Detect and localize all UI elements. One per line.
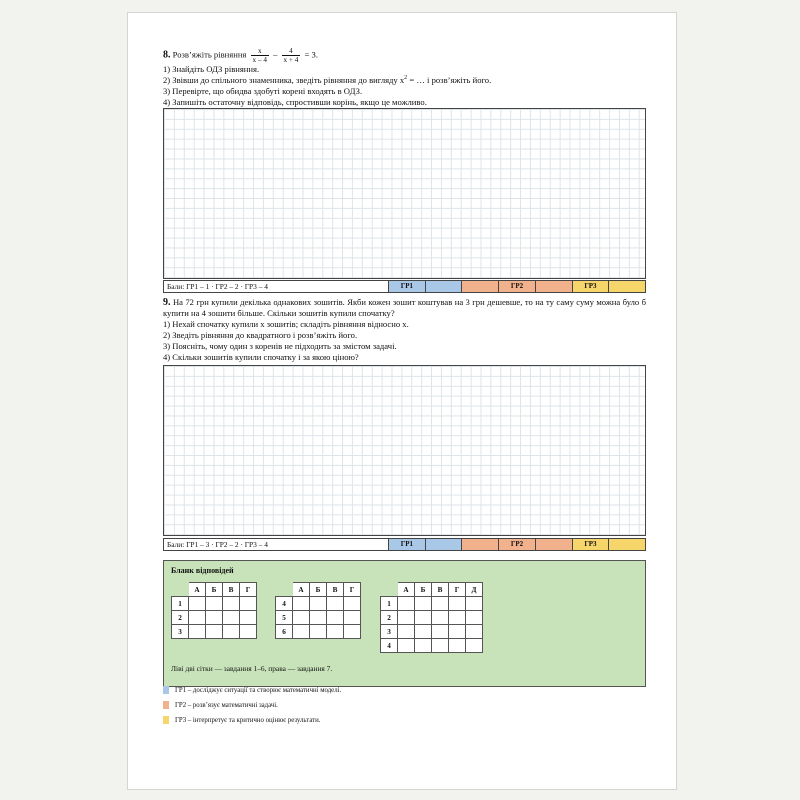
legend-item-gr1 [163,686,341,694]
table-row [276,597,361,611]
legend-item-gr2 [163,701,278,709]
table-row [172,611,257,625]
score-cell[interactable] [462,539,499,550]
table-row [276,625,361,639]
legend-swatch [163,686,169,694]
score-label: Бали: ГР1 – 3 · ГР2 – 2 · ГР3 – 4 [164,539,389,550]
answer-cell[interactable] [189,625,206,639]
answer-cell[interactable] [466,597,483,611]
answer-cell[interactable] [310,597,327,611]
score-cell[interactable] [536,281,573,292]
answer-cell[interactable] [293,625,310,639]
equals-part: = 3. [304,49,318,60]
answer-cell[interactable] [432,611,449,625]
fraction-1: $\frac{x}{x - 4}$ [252,47,267,64]
table-row [381,639,483,653]
answer-cell[interactable] [466,611,483,625]
step-2: 2) Зведіть рівняння до квадратного і розв’яжіть його. [163,330,358,340]
answer-cell[interactable] [432,597,449,611]
answer-cell[interactable] [223,597,240,611]
table-header-row [276,583,361,597]
score-cell[interactable] [536,539,573,550]
task-text: На 72 грн купили декілька однакових зошитів. Якби кожен зошит коштував на 3 грн дешевше, то на ту саму суму можна було б купити на 4 зошити більше. Скільки зошитів купили спочатку? [163,297,646,318]
row-number: 6 [276,625,293,639]
answer-cell[interactable] [449,625,466,639]
step-2: 2) Звівши до спільного знаменника, зведіть рівняння до вигляду $x^2$ = … і розв’яжіть його. [163,75,492,85]
column-header: Б [310,583,327,597]
answer-cell[interactable] [327,611,344,625]
table-row [381,625,483,639]
row-number: 1 [172,597,189,611]
table-row [172,597,257,611]
task-9-statement [163,297,646,319]
score-cell[interactable] [462,281,499,292]
table-row [381,597,483,611]
answer-cell[interactable] [240,625,257,639]
task-8 [163,47,646,108]
row-number: 4 [381,639,398,653]
task-9 [163,297,646,363]
row-number: 3 [172,625,189,639]
step-3: 3) Поясніть, чому один з коренів не підходить за змістом задачі. [163,341,397,351]
answer-cell[interactable] [449,639,466,653]
task-number: 8. [163,49,171,61]
answer-cell[interactable] [293,597,310,611]
step-1: 1) Нехай спочатку купили x зошитів; складіть рівняння відносно x. [163,319,409,329]
column-header: Б [415,583,432,597]
answer-cell[interactable] [189,611,206,625]
answer-cell[interactable] [415,597,432,611]
task-intro: Розв’яжіть рівняння [172,49,247,60]
minus-sign: – [273,49,278,60]
answer-cell[interactable] [206,625,223,639]
column-header: В [432,583,449,597]
row-number: 5 [276,611,293,625]
answer-cell[interactable] [415,625,432,639]
answer-grid-8[interactable] [163,108,646,279]
task-8-statement [163,47,646,64]
legend-text: ГР3 – інтерпретує та критично оцінює результати. [175,716,321,724]
answer-cell[interactable] [432,639,449,653]
answer-table-2 [275,582,361,639]
answer-sheet-note: Ліві дві сітки — завдання 1–6, права — завдання 7. [171,664,333,673]
score-cell-gr3[interactable]: ГР3 [573,539,610,550]
row-number: 2 [381,611,398,625]
answer-cell[interactable] [415,611,432,625]
answer-grid-9[interactable] [163,365,646,536]
answer-cell[interactable] [344,597,361,611]
score-bar-9 [163,538,646,551]
legend-swatch [163,701,169,709]
legend-item-gr3 [163,716,320,724]
answer-sheet-title: Бланк відповідей [171,566,234,575]
column-header: А [293,583,310,597]
score-cell[interactable] [426,539,463,550]
column-header: Г [449,583,466,597]
answer-table-1 [171,582,257,639]
answer-cell[interactable] [327,597,344,611]
answer-cell[interactable] [398,625,415,639]
answer-cell[interactable] [206,597,223,611]
score-cell-gr2[interactable]: ГР2 [499,281,536,292]
table-row [276,611,361,625]
row-number: 1 [381,597,398,611]
answer-cell[interactable] [415,639,432,653]
step-1: 1) Знайдіть ОДЗ рівняння. [163,64,260,74]
answer-cell[interactable] [310,625,327,639]
table-row [172,625,257,639]
row-number: 3 [381,625,398,639]
legend-text: ГР2 – розв’язує математичні задачі. [175,701,278,709]
table-row [381,611,483,625]
column-header: А [398,583,415,597]
score-cell[interactable] [609,281,645,292]
fraction-2: $\frac{4}{x + 4}$ [283,47,299,64]
answer-cell[interactable] [449,597,466,611]
row-number: 2 [172,611,189,625]
score-cell[interactable] [609,539,645,550]
answer-cell[interactable] [466,625,483,639]
table-header-row [381,583,483,597]
answer-cell[interactable] [344,611,361,625]
answer-cell[interactable] [293,611,310,625]
answer-cell[interactable] [206,611,223,625]
answer-cell[interactable] [398,611,415,625]
score-cell-gr1[interactable]: ГР1 [389,539,426,550]
step-4: 4) Скільки зошитів купили спочатку і за якою ціною? [163,352,359,362]
step-3: 3) Перевірте, що обидва здобуті корені входять в ОДЗ. [163,86,363,96]
legend-text: ГР1 – досліджує ситуації та створює математичні моделі. [175,686,342,694]
answer-cell[interactable] [344,625,361,639]
column-header: В [223,583,240,597]
answer-cell[interactable] [240,611,257,625]
row-number: 4 [276,597,293,611]
score-cell[interactable] [426,281,463,292]
column-header: Д [466,583,483,597]
legend-swatch [163,716,169,724]
answer-cell[interactable] [310,611,327,625]
answer-cell[interactable] [466,639,483,653]
score-cell-gr1[interactable]: ГР1 [389,281,426,292]
column-header: Г [344,583,361,597]
task-number: 9. [163,297,171,308]
answer-cell[interactable] [398,597,415,611]
score-cell-gr3[interactable]: ГР3 [573,281,610,292]
answer-cell[interactable] [449,611,466,625]
score-cell-gr2[interactable]: ГР2 [499,539,536,550]
worksheet-page [127,12,677,790]
column-header: А [189,583,206,597]
answer-cell[interactable] [398,639,415,653]
answer-cell[interactable] [240,597,257,611]
score-bar-8 [163,280,646,293]
answer-cell[interactable] [432,625,449,639]
column-header: В [327,583,344,597]
answer-cell[interactable] [327,625,344,639]
answer-cell[interactable] [189,597,206,611]
answer-cell[interactable] [223,625,240,639]
score-label: Бали: ГР1 – 1 · ГР2 – 2 · ГР3 – 4 [164,281,389,292]
table-header-row [172,583,257,597]
answer-sheet [163,560,646,687]
step-4: 4) Запишіть остаточну відповідь, спростивши корінь, якщо це можливо. [163,97,427,107]
column-header: Б [206,583,223,597]
column-header: Г [240,583,257,597]
answer-table-3 [380,582,483,653]
answer-cell[interactable] [223,611,240,625]
